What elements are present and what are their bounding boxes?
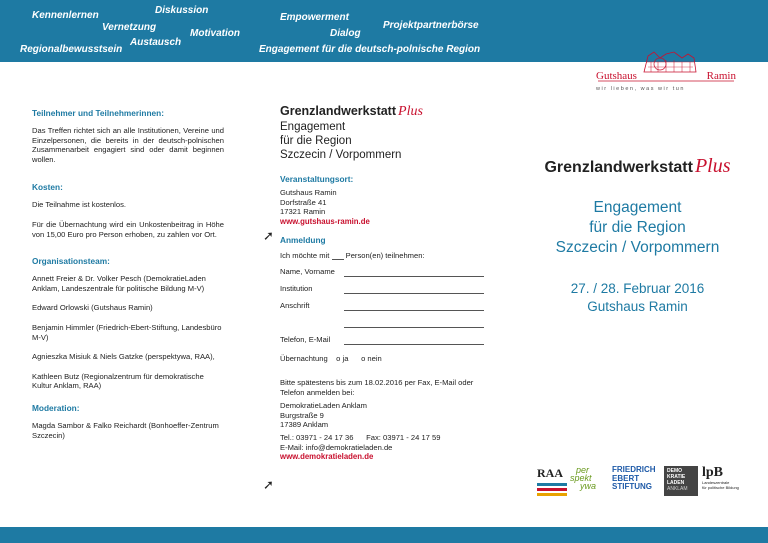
venue-line: Gutshaus Ramin <box>280 188 337 197</box>
event-subtitle-line: Szczecin / Vorpommern <box>280 149 402 161</box>
team-member: Benjamin Himmler (Friedrich-Ebert-Stiftung, Landesbüro M-V) <box>32 322 222 342</box>
raa-logo: RAA <box>537 466 567 496</box>
costs-heading: Kosten: <box>32 182 63 193</box>
arrow-icon: ➚ <box>263 477 274 492</box>
participants-heading: Teilnehmer und Teilnehmerinnen: <box>32 108 164 118</box>
venue-link[interactable]: www.gutshaus-ramin.de <box>280 216 370 226</box>
header-word: Austausch <box>130 37 182 48</box>
org-line: 17389 Anklam <box>280 420 329 430</box>
event-subtitle-line: für die Region <box>280 135 352 147</box>
header-word: Regionalbewusstsein <box>20 44 123 55</box>
header-word: Empowerment <box>280 12 349 23</box>
info-column <box>32 108 224 440</box>
name-field-row[interactable]: Name, Vorname <box>280 266 490 279</box>
header-word: Vernetzung <box>102 22 157 33</box>
header-word: Projektpartnerbörse <box>383 20 479 31</box>
registration-column <box>280 104 490 461</box>
costs-text: Die Teilnahme ist kostenlos. <box>32 200 126 210</box>
overnight-yes-option[interactable]: o ja <box>336 354 349 364</box>
logo-name-right: Ramin <box>706 70 736 82</box>
registration-heading: Anmeldung <box>280 234 326 245</box>
lpb-logo: lpB Landeszentrale für politische Bildung <box>702 465 739 490</box>
header-word: Kennenlernen <box>32 10 99 21</box>
plus-label: Plus <box>694 155 731 177</box>
footer-band <box>0 527 768 543</box>
moderation-heading: Moderation: <box>32 402 80 413</box>
plus-label: Plus <box>398 104 423 119</box>
perspektywa-logo: per spekt ywa <box>570 465 597 491</box>
institution-field-row[interactable]: Institution <box>280 283 490 296</box>
org-line: DemokratieLaden Anklam <box>280 401 367 411</box>
gutshaus-ramin-logo <box>596 48 736 96</box>
event-date: 27. / 28. Februar 2016 <box>570 281 705 296</box>
demokratieladen-logo: DEMO KRATIE LADEN ANKLAM <box>664 466 698 496</box>
team-member: Agnieszka Misiuk & Niels Gatzke (perspektywa, RAA), <box>32 352 215 362</box>
team-member: Annett Freier & Dr. Volker Pesch (DemokratieLaden Anklam, Landeszentrale für politische Bildung M-V) <box>32 274 206 293</box>
venue-line: Dorfstraße 41 <box>280 197 327 207</box>
header-word: Motivation <box>190 28 240 39</box>
org-line: Burgstraße 9 <box>280 410 324 420</box>
cover-subtitle-line: Engagement <box>593 199 682 216</box>
event-place: Gutshaus Ramin <box>587 299 688 314</box>
header-word: Diskussion <box>155 5 209 16</box>
address-field-row[interactable]: Anschrift <box>280 300 490 313</box>
logo-motto: w i r l i e b e n , w a s w i r t u n <box>596 86 684 92</box>
venue-heading: Veranstaltungsort: <box>280 174 354 184</box>
email-text: E-Mail: info@demokratieladen.de <box>280 442 393 452</box>
event-subtitle-line: Engagement <box>280 121 346 133</box>
venue-line: 17321 Ramin <box>280 207 326 217</box>
org-link[interactable]: www.demokratieladen.de <box>280 452 374 462</box>
phone-fax-row: Tel.: 03971 - 24 17 36 Fax: 03971 - 24 17 59 <box>280 432 441 442</box>
participants-text: Das Treffen richtet sich an alle Institutionen, Vereine und Einzelpersonen, die bereits in der deutsch-polnischen Zusammenarbeit engagiert sind oder damit beginnen wollen. <box>32 126 224 164</box>
team-member: Kathleen Butz (Regionalzentrum für demokratische Kultur Anklam, RAA) <box>32 371 204 391</box>
cover-title: Grenzlandwerkstatt Plus <box>544 155 731 177</box>
cover-subtitle-line: für die Region <box>589 219 686 236</box>
team-heading: Organisationsteam: <box>32 256 110 267</box>
overnight-no-option[interactable]: o nein <box>361 354 382 364</box>
overnight-row: Übernachtung o ja o nein <box>280 354 382 364</box>
costs-overnight-text: Für die Übernachtung wird ein Unkostenbeitrag in Höhe von 15,00 Euro pro Person erhoben, zu zahlen vor Ort. <box>32 219 224 239</box>
fes-logo: FRIEDRICH EBERT STIFTUNG <box>612 465 656 491</box>
logo-name-left: Gutshaus <box>596 70 637 82</box>
deadline-text: Bitte spätestens bis zum 18.02.2016 per Fax, E-Mail oder Telefon anmelden bei: <box>280 377 474 397</box>
team-member: Edward Orlowski (Gutshaus Ramin) <box>32 303 153 313</box>
address-field-row-2[interactable] <box>280 317 490 330</box>
event-title: Grenzlandwerkstatt Plus <box>280 104 423 119</box>
arrow-icon: ➚ <box>263 228 274 243</box>
cover-subtitle-line: Szczecin / Vorpommern <box>555 239 720 256</box>
contact-field-row[interactable]: Telefon, E-Mail <box>280 334 490 347</box>
moderation-text: Magda Sambor & Falko Reichardt (Bonhoeffer-Zentrum Szczecin) <box>32 420 219 440</box>
header-tagline: Engagement für die deutsch-polnische Region <box>259 44 481 55</box>
header-word: Dialog <box>330 28 361 39</box>
registration-intro: Ich möchte mit Person(en) teilnehmen: <box>280 250 425 260</box>
cover-column <box>530 155 745 316</box>
persons-count-field[interactable] <box>332 259 344 260</box>
